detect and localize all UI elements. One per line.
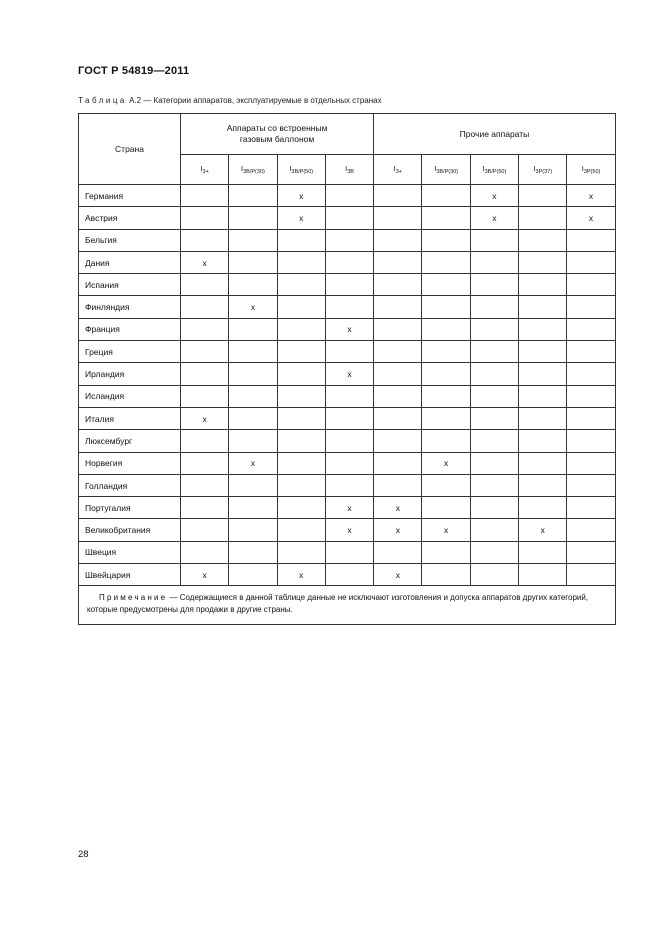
- category-mark-cell: [229, 564, 277, 586]
- category-mark-cell: x: [470, 185, 518, 207]
- category-mark-cell: [229, 207, 277, 229]
- category-mark-cell: [229, 407, 277, 429]
- category-mark-cell: [567, 274, 615, 296]
- category-mark-cell: [519, 318, 567, 340]
- subcategory-header: [422, 155, 470, 185]
- category-mark-cell: x: [567, 207, 615, 229]
- category-mark-cell: [422, 407, 470, 429]
- category-mark-cell: [422, 564, 470, 586]
- note-text: — Содержащиеся в данной таблице данные не исключают изготовления и допуска аппаратов других категорий, которые предусмотрены для продажи в другие страны.: [87, 593, 589, 615]
- category-mark-cell: [229, 274, 277, 296]
- category-symbol: I: [434, 164, 437, 173]
- table-row: [79, 185, 616, 207]
- category-mark-cell: [567, 474, 615, 496]
- category-mark-cell: [519, 229, 567, 251]
- category-mark-cell: [422, 430, 470, 452]
- subcategory-header: [181, 155, 229, 185]
- country-cell: Исландия: [79, 385, 181, 407]
- category-mark-cell: [519, 385, 567, 407]
- category-mark-cell: x: [325, 519, 373, 541]
- category-mark-cell: x: [422, 452, 470, 474]
- category-subscript: 3+: [202, 169, 209, 175]
- builtin-cylinder-group-header: [181, 114, 374, 155]
- country-cell: Испания: [79, 274, 181, 296]
- categories-table: [78, 113, 616, 625]
- category-mark-cell: [325, 474, 373, 496]
- category-subscript: 3+: [395, 169, 403, 175]
- category-subscript: 3P(37): [535, 169, 553, 175]
- category-mark-cell: [422, 207, 470, 229]
- category-mark-cell: x: [277, 564, 325, 586]
- category-mark-cell: [470, 385, 518, 407]
- category-mark-cell: [277, 452, 325, 474]
- category-mark-cell: x: [181, 407, 229, 429]
- category-mark-cell: [229, 430, 277, 452]
- category-mark-cell: x: [567, 185, 615, 207]
- category-mark-cell: [422, 385, 470, 407]
- category-mark-cell: [277, 474, 325, 496]
- subcategory-header: [374, 155, 422, 185]
- country-cell: Норвегия: [79, 452, 181, 474]
- category-subscript: 3B/P(30): [436, 169, 459, 175]
- category-mark-cell: [422, 363, 470, 385]
- category-subscript: 3B/P(30): [243, 169, 265, 175]
- category-symbol: I: [289, 164, 292, 173]
- category-mark-cell: [422, 497, 470, 519]
- category-mark-cell: x: [181, 251, 229, 273]
- category-mark-cell: [229, 341, 277, 363]
- category-mark-cell: [422, 251, 470, 273]
- subcategory-header: [470, 155, 518, 185]
- category-mark-cell: [567, 296, 615, 318]
- category-mark-cell: [229, 185, 277, 207]
- category-mark-cell: [181, 229, 229, 251]
- category-mark-cell: [374, 474, 422, 496]
- category-mark-cell: [229, 363, 277, 385]
- category-mark-cell: [325, 274, 373, 296]
- category-mark-cell: [181, 385, 229, 407]
- table-row: [79, 407, 616, 429]
- category-mark-cell: [181, 207, 229, 229]
- category-mark-cell: [374, 541, 422, 563]
- category-mark-cell: [567, 497, 615, 519]
- category-mark-cell: [470, 519, 518, 541]
- category-mark-cell: [519, 296, 567, 318]
- table-row: [79, 251, 616, 273]
- category-mark-cell: [470, 341, 518, 363]
- category-mark-cell: [277, 519, 325, 541]
- caption-text: А.2 — Категории аппаратов, эксплуатируемые в отдельных странах: [126, 96, 382, 105]
- category-mark-cell: [567, 519, 615, 541]
- country-cell: Ирландия: [79, 363, 181, 385]
- category-symbol: I: [241, 164, 244, 173]
- table-row: [79, 541, 616, 563]
- category-mark-cell: [422, 274, 470, 296]
- category-mark-cell: [567, 452, 615, 474]
- category-mark-cell: [374, 363, 422, 385]
- category-mark-cell: [374, 452, 422, 474]
- country-cell: Голландия: [79, 474, 181, 496]
- category-mark-cell: [422, 185, 470, 207]
- category-mark-cell: [519, 274, 567, 296]
- table-row: [79, 452, 616, 474]
- category-mark-cell: [181, 318, 229, 340]
- category-mark-cell: [229, 318, 277, 340]
- category-subscript: 3B/P(50): [291, 169, 314, 175]
- category-mark-cell: [325, 207, 373, 229]
- country-cell: Германия: [79, 185, 181, 207]
- category-mark-cell: [519, 207, 567, 229]
- category-mark-cell: [181, 363, 229, 385]
- category-mark-cell: [181, 452, 229, 474]
- category-mark-cell: [229, 519, 277, 541]
- category-mark-cell: [277, 251, 325, 273]
- category-mark-cell: [374, 318, 422, 340]
- category-mark-cell: [422, 474, 470, 496]
- country-cell: Финляндия: [79, 296, 181, 318]
- category-mark-cell: [277, 229, 325, 251]
- note-label: Примечание: [99, 593, 168, 603]
- category-mark-cell: [374, 185, 422, 207]
- category-mark-cell: [519, 185, 567, 207]
- table-row: [79, 564, 616, 586]
- category-subscript: 3B: [347, 169, 354, 175]
- subcategory-header: [229, 155, 277, 185]
- category-mark-cell: x: [229, 452, 277, 474]
- category-mark-cell: [277, 385, 325, 407]
- other-appliances-group-header: Прочие аппараты: [374, 114, 616, 155]
- category-mark-cell: [181, 519, 229, 541]
- category-symbol: I: [482, 164, 485, 173]
- category-mark-cell: [567, 251, 615, 273]
- category-mark-cell: [229, 229, 277, 251]
- category-mark-cell: [567, 318, 615, 340]
- category-mark-cell: [229, 497, 277, 519]
- category-mark-cell: [422, 318, 470, 340]
- category-mark-cell: [470, 407, 518, 429]
- category-mark-cell: [325, 430, 373, 452]
- country-column-header: Страна: [79, 114, 181, 185]
- country-cell: Люксембург: [79, 430, 181, 452]
- subcategory-header: [519, 155, 567, 185]
- category-mark-cell: [374, 229, 422, 251]
- table-body: [79, 185, 616, 586]
- category-mark-cell: [374, 407, 422, 429]
- table-row: [79, 341, 616, 363]
- category-mark-cell: [325, 341, 373, 363]
- category-mark-cell: [567, 407, 615, 429]
- category-mark-cell: [325, 541, 373, 563]
- category-mark-cell: [374, 296, 422, 318]
- category-mark-cell: x: [374, 519, 422, 541]
- category-mark-cell: [422, 341, 470, 363]
- category-mark-cell: [229, 474, 277, 496]
- country-cell: Швейцария: [79, 564, 181, 586]
- category-mark-cell: [181, 474, 229, 496]
- table-row: [79, 430, 616, 452]
- country-cell: Швеция: [79, 541, 181, 563]
- category-mark-cell: [422, 229, 470, 251]
- category-mark-cell: [229, 541, 277, 563]
- category-mark-cell: [519, 251, 567, 273]
- category-mark-cell: [229, 385, 277, 407]
- category-mark-cell: [519, 407, 567, 429]
- category-mark-cell: x: [422, 519, 470, 541]
- category-mark-cell: [325, 407, 373, 429]
- category-mark-cell: [325, 185, 373, 207]
- group1-label: Аппараты со встроенным газовым баллоном: [226, 123, 328, 144]
- category-mark-cell: [374, 385, 422, 407]
- category-mark-cell: [567, 564, 615, 586]
- country-cell: Португалия: [79, 497, 181, 519]
- category-mark-cell: [277, 430, 325, 452]
- category-mark-cell: [470, 251, 518, 273]
- category-mark-cell: [277, 296, 325, 318]
- table-row: [79, 519, 616, 541]
- subcategory-header: [277, 155, 325, 185]
- category-mark-cell: [374, 341, 422, 363]
- category-mark-cell: [277, 407, 325, 429]
- category-mark-cell: [470, 564, 518, 586]
- category-mark-cell: [374, 207, 422, 229]
- category-symbol: I: [533, 164, 536, 173]
- category-mark-cell: x: [229, 296, 277, 318]
- table-row: [79, 497, 616, 519]
- category-mark-cell: [519, 474, 567, 496]
- category-mark-cell: [277, 341, 325, 363]
- category-mark-cell: [374, 430, 422, 452]
- category-mark-cell: [181, 341, 229, 363]
- category-mark-cell: [422, 541, 470, 563]
- category-mark-cell: [567, 341, 615, 363]
- category-subscript: 3B/P(50): [484, 169, 507, 175]
- table-row: [79, 274, 616, 296]
- category-mark-cell: [277, 363, 325, 385]
- category-mark-cell: [470, 497, 518, 519]
- category-mark-cell: [470, 452, 518, 474]
- category-mark-cell: [277, 318, 325, 340]
- category-mark-cell: [374, 274, 422, 296]
- country-cell: Франция: [79, 318, 181, 340]
- category-mark-cell: [519, 564, 567, 586]
- category-mark-cell: [567, 229, 615, 251]
- table-row: [79, 318, 616, 340]
- category-mark-cell: [470, 274, 518, 296]
- category-mark-cell: [519, 541, 567, 563]
- category-mark-cell: [277, 497, 325, 519]
- category-mark-cell: [567, 363, 615, 385]
- category-mark-cell: [519, 452, 567, 474]
- category-mark-cell: [567, 430, 615, 452]
- country-cell: Австрия: [79, 207, 181, 229]
- category-mark-cell: x: [374, 497, 422, 519]
- category-mark-cell: [567, 385, 615, 407]
- category-mark-cell: [325, 385, 373, 407]
- category-symbol: I: [581, 164, 584, 173]
- category-mark-cell: [325, 296, 373, 318]
- document-title: ГОСТ Р 54819—2011: [78, 65, 190, 77]
- category-mark-cell: x: [277, 185, 325, 207]
- table-row: [79, 385, 616, 407]
- category-mark-cell: [470, 296, 518, 318]
- category-symbol: I: [345, 164, 348, 173]
- category-mark-cell: [325, 251, 373, 273]
- country-cell: Дания: [79, 251, 181, 273]
- category-mark-cell: [229, 251, 277, 273]
- category-mark-cell: [181, 296, 229, 318]
- category-mark-cell: x: [325, 497, 373, 519]
- subcategory-header: [567, 155, 615, 185]
- category-subscript: 3P(50): [583, 169, 601, 175]
- category-mark-cell: x: [325, 363, 373, 385]
- category-mark-cell: x: [277, 207, 325, 229]
- table-row: [79, 207, 616, 229]
- category-mark-cell: [325, 564, 373, 586]
- category-mark-cell: [181, 541, 229, 563]
- subcategory-header: [325, 155, 373, 185]
- category-mark-cell: x: [181, 564, 229, 586]
- category-mark-cell: [519, 430, 567, 452]
- category-mark-cell: [277, 274, 325, 296]
- category-symbol: I: [200, 164, 203, 173]
- category-mark-cell: [181, 430, 229, 452]
- category-mark-cell: [470, 541, 518, 563]
- table-note: [79, 586, 616, 625]
- category-mark-cell: [181, 185, 229, 207]
- table-row: [79, 229, 616, 251]
- table-row: [79, 296, 616, 318]
- category-mark-cell: x: [519, 519, 567, 541]
- category-mark-cell: [181, 497, 229, 519]
- category-mark-cell: x: [325, 318, 373, 340]
- country-cell: Бельгия: [79, 229, 181, 251]
- country-cell: Великобритания: [79, 519, 181, 541]
- category-mark-cell: [470, 229, 518, 251]
- category-mark-cell: [519, 497, 567, 519]
- table-caption: [78, 96, 382, 105]
- table-row: [79, 474, 616, 496]
- category-mark-cell: [325, 229, 373, 251]
- category-mark-cell: [567, 541, 615, 563]
- category-symbol: I: [393, 164, 396, 173]
- category-mark-cell: [470, 318, 518, 340]
- category-mark-cell: [277, 541, 325, 563]
- country-cell: Италия: [79, 407, 181, 429]
- category-mark-cell: [519, 363, 567, 385]
- category-mark-cell: [181, 274, 229, 296]
- category-mark-cell: [325, 452, 373, 474]
- category-mark-cell: x: [470, 207, 518, 229]
- table-row: [79, 363, 616, 385]
- category-mark-cell: [422, 296, 470, 318]
- category-mark-cell: [519, 341, 567, 363]
- category-mark-cell: [374, 251, 422, 273]
- country-cell: Греция: [79, 341, 181, 363]
- category-mark-cell: [470, 430, 518, 452]
- category-mark-cell: [470, 474, 518, 496]
- page-number: 28: [78, 849, 89, 860]
- category-mark-cell: [470, 363, 518, 385]
- category-mark-cell: x: [374, 564, 422, 586]
- caption-label: Таблица: [78, 96, 127, 105]
